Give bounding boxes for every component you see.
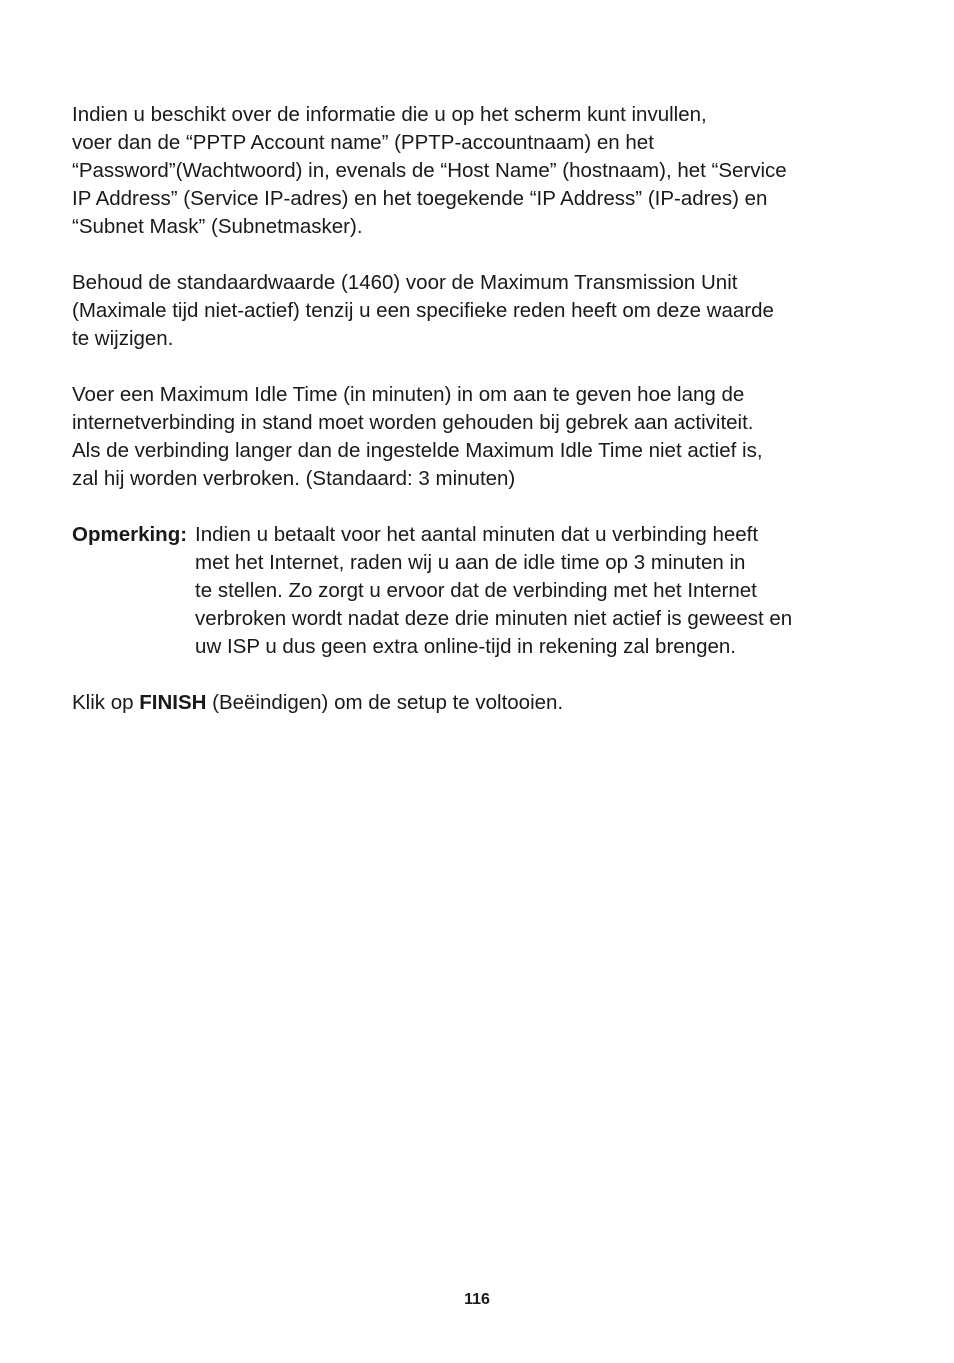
paragraph-finish [72,689,902,717]
document-body [72,101,902,745]
paragraph-pptp-account: Indien u beschikt over de informatie die u op het scherm kunt invullen, voer dan de “PPTP Account name” (PPTP-accountnaam) en het “Password”(Wachtwoord) in, evenals de “Host Name” (hostnaam), het “Service IP Address” (Service IP-adres) en het toegekende “IP Address” (IP-adres) en “Subnet Mask” (Subnetmasker). [72,103,787,238]
note-text: Indien u betaalt voor het aantal minuten dat u verbinding heeft met het Internet, raden wij u aan de idle time op 3 minuten in te stellen. Zo zorgt u ervoor dat de verbinding met het Internet verbroken wordt nadat deze drie minuten niet actief is geweest en uw ISP u dus geen extra online-tijd in rekening zal brengen. [195,523,793,658]
finish-keyword: FINISH [139,691,207,714]
paragraph-idle-time: Voer een Maximum Idle Time (in minuten) in om aan te geven hoe lang de internetverbinding in stand moet worden gehouden bij gebrek aan activiteit. Als de verbinding langer dan de ingestelde Maximum Idle Time niet actief is, zal hij worden verbroken. (Standaard: 3 minuten) [72,383,763,490]
paragraph-mtu: Behoud de standaardwaarde (1460) voor de Maximum Transmission Unit (Maximale tijd niet-actief) tenzij u een specifieke reden heeft om deze waarde te wijzigen. [72,271,774,350]
finish-prefix: Klik op [72,691,140,714]
note-block [72,521,902,661]
page-number: 116 [464,1291,490,1308]
finish-suffix: (Beëindigen) om de setup te voltooien. [206,691,564,714]
note-label: Opmerking: [72,523,188,546]
